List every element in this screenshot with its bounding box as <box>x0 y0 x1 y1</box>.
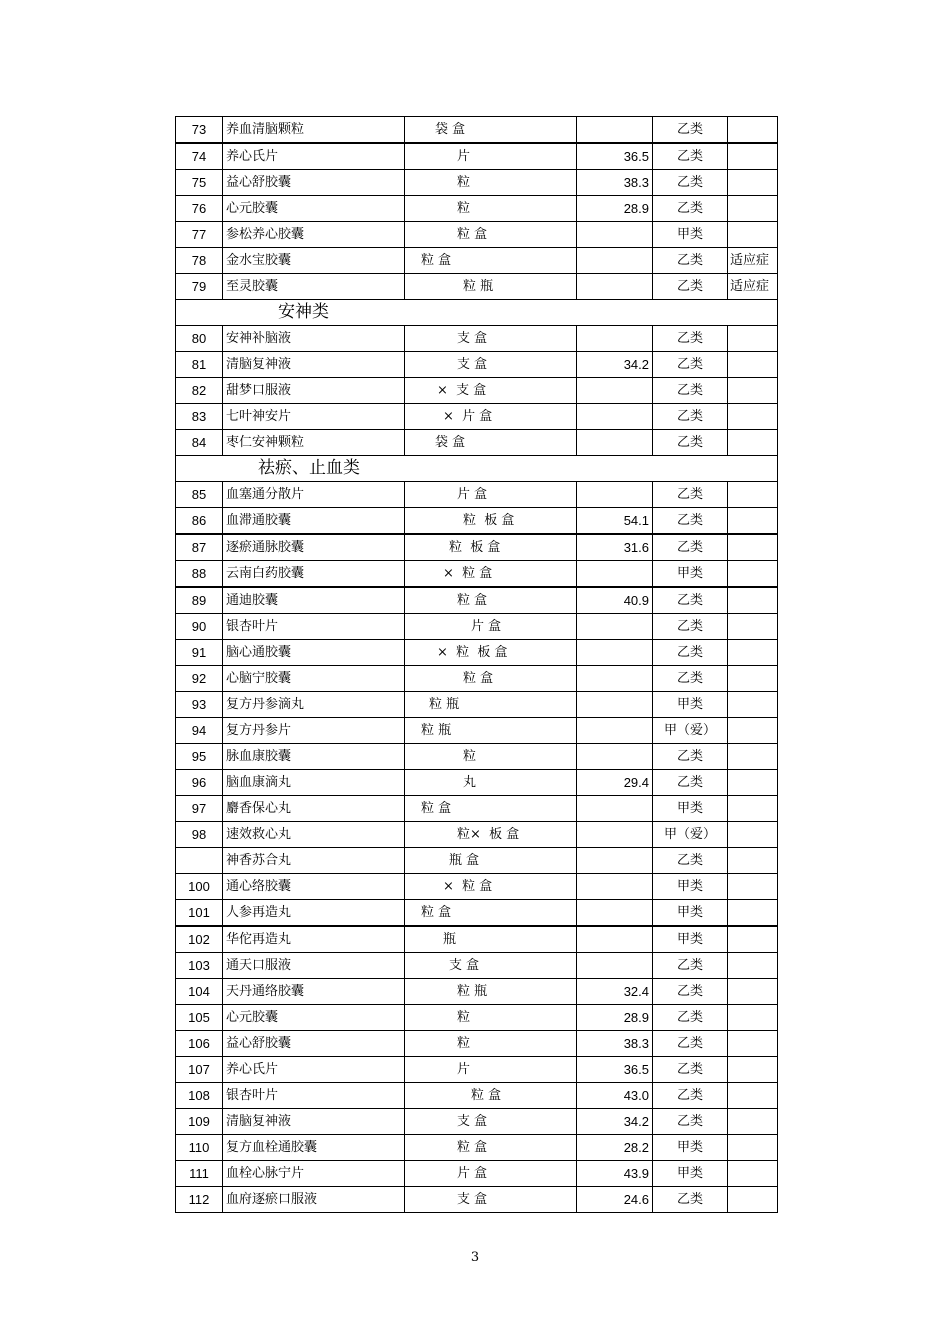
drug-class: 乙类 <box>653 1109 728 1135</box>
table-row <box>176 692 778 718</box>
package-unit: 粒 盒 <box>405 1135 577 1161</box>
package-unit: 袋 盒 <box>405 117 577 144</box>
table-row <box>176 378 778 404</box>
drug-class: 甲类 <box>653 692 728 718</box>
package-unit: 支 盒 <box>405 1187 577 1213</box>
table-row <box>176 508 778 535</box>
price <box>577 666 653 692</box>
package-unit: 粒 瓶 <box>405 692 577 718</box>
price <box>577 822 653 848</box>
drug-name: 金水宝胶囊 <box>223 248 405 274</box>
note <box>728 953 778 979</box>
package-unit: 片 <box>405 143 577 170</box>
drug-class: 乙类 <box>653 614 728 640</box>
price <box>577 926 653 953</box>
note <box>728 1057 778 1083</box>
package-unit: × 片 盒 <box>405 404 577 430</box>
item-number: 98 <box>176 822 223 848</box>
drug-class: 乙类 <box>653 640 728 666</box>
price <box>577 640 653 666</box>
price <box>577 326 653 352</box>
drug-name: 脉血康胶囊 <box>223 744 405 770</box>
table-row <box>176 222 778 248</box>
item-number: 76 <box>176 196 223 222</box>
drug-class: 乙类 <box>653 979 728 1005</box>
drug-name: 麝香保心丸 <box>223 796 405 822</box>
note <box>728 822 778 848</box>
package-unit: 粒 盒 <box>405 796 577 822</box>
price <box>577 248 653 274</box>
item-number: 100 <box>176 874 223 900</box>
package-unit: × 粒 板 盒 <box>405 640 577 666</box>
drug-name: 益心舒胶囊 <box>223 170 405 196</box>
package-unit: 粒 <box>405 744 577 770</box>
drug-class: 甲（爱） <box>653 822 728 848</box>
price <box>577 274 653 300</box>
note <box>728 1083 778 1109</box>
item-number: 73 <box>176 117 223 144</box>
table-row <box>176 352 778 378</box>
item-number: 92 <box>176 666 223 692</box>
package-unit: 片 <box>405 1057 577 1083</box>
table-row <box>176 822 778 848</box>
price: 28.9 <box>577 1005 653 1031</box>
drug-name: 枣仁安神颗粒 <box>223 430 405 456</box>
price <box>577 692 653 718</box>
price: 29.4 <box>577 770 653 796</box>
table-row <box>176 874 778 900</box>
drug-class: 乙类 <box>653 744 728 770</box>
note <box>728 587 778 614</box>
table-row <box>176 1005 778 1031</box>
package-unit: 粒 盒 <box>405 587 577 614</box>
item-number: 96 <box>176 770 223 796</box>
package-unit: 瓶 <box>405 926 577 953</box>
drug-name: 血府逐瘀口服液 <box>223 1187 405 1213</box>
drug-name: 脑血康滴丸 <box>223 770 405 796</box>
drug-class: 乙类 <box>653 326 728 352</box>
note: 适应症 <box>728 274 778 300</box>
table-row <box>176 900 778 927</box>
price <box>577 718 653 744</box>
table-row <box>176 796 778 822</box>
note <box>728 692 778 718</box>
package-unit: 支 盒 <box>405 326 577 352</box>
table-row <box>176 1135 778 1161</box>
note <box>728 848 778 874</box>
table-row <box>176 770 778 796</box>
drug-name: 天丹通络胶囊 <box>223 979 405 1005</box>
drug-class: 乙类 <box>653 170 728 196</box>
package-unit: 粒 <box>405 1005 577 1031</box>
note <box>728 508 778 535</box>
drug-class: 甲类 <box>653 1135 728 1161</box>
table-row <box>176 326 778 352</box>
package-unit: 粒 盒 <box>405 666 577 692</box>
item-number <box>176 848 223 874</box>
package-unit: 支 盒 <box>405 1109 577 1135</box>
drug-name: 复方丹参滴丸 <box>223 692 405 718</box>
item-number: 81 <box>176 352 223 378</box>
drug-name: 七叶神安片 <box>223 404 405 430</box>
table-row <box>176 718 778 744</box>
package-unit: 瓶 盒 <box>405 848 577 874</box>
item-number: 78 <box>176 248 223 274</box>
package-unit: 粒 瓶 <box>405 979 577 1005</box>
note <box>728 143 778 170</box>
drug-name: 安神补脑液 <box>223 326 405 352</box>
drug-list-table <box>175 116 778 1213</box>
price <box>577 222 653 248</box>
drug-class: 乙类 <box>653 117 728 144</box>
item-number: 104 <box>176 979 223 1005</box>
drug-class: 乙类 <box>653 666 728 692</box>
package-unit: 片 盒 <box>405 1161 577 1187</box>
note <box>728 770 778 796</box>
note <box>728 430 778 456</box>
price: 36.5 <box>577 143 653 170</box>
note <box>728 534 778 561</box>
item-number: 82 <box>176 378 223 404</box>
drug-class: 甲类 <box>653 874 728 900</box>
price <box>577 953 653 979</box>
table-row <box>176 1187 778 1213</box>
price <box>577 561 653 588</box>
drug-class: 乙类 <box>653 482 728 508</box>
drug-name: 脑心通胶囊 <box>223 640 405 666</box>
note <box>728 666 778 692</box>
note: 适应症 <box>728 248 778 274</box>
drug-class: 乙类 <box>653 404 728 430</box>
drug-class: 甲（爱） <box>653 718 728 744</box>
drug-name: 甜梦口服液 <box>223 378 405 404</box>
price <box>577 430 653 456</box>
item-number: 85 <box>176 482 223 508</box>
package-unit: 粒 瓶 <box>405 274 577 300</box>
note <box>728 378 778 404</box>
package-unit: 粒 盒 <box>405 222 577 248</box>
drug-class: 乙类 <box>653 378 728 404</box>
price <box>577 404 653 430</box>
note <box>728 1161 778 1187</box>
drug-name: 通心络胶囊 <box>223 874 405 900</box>
drug-class: 甲类 <box>653 222 728 248</box>
table-row <box>176 561 778 588</box>
drug-name: 养心氏片 <box>223 1057 405 1083</box>
table-row <box>176 926 778 953</box>
drug-class: 乙类 <box>653 430 728 456</box>
package-unit: 袋 盒 <box>405 430 577 456</box>
drug-class: 乙类 <box>653 508 728 535</box>
price <box>577 744 653 770</box>
item-number: 77 <box>176 222 223 248</box>
package-unit: 粒 盒 <box>405 1083 577 1109</box>
package-unit: 片 盒 <box>405 614 577 640</box>
price <box>577 482 653 508</box>
table-row <box>176 117 778 144</box>
item-number: 86 <box>176 508 223 535</box>
note <box>728 326 778 352</box>
drug-name: 人参再造丸 <box>223 900 405 927</box>
item-number: 105 <box>176 1005 223 1031</box>
package-unit: 粒 <box>405 170 577 196</box>
price: 28.9 <box>577 196 653 222</box>
table-row <box>176 534 778 561</box>
page-number: 3 <box>470 1250 480 1265</box>
item-number: 87 <box>176 534 223 561</box>
note <box>728 979 778 1005</box>
drug-name: 参松养心胶囊 <box>223 222 405 248</box>
item-number: 80 <box>176 326 223 352</box>
note <box>728 222 778 248</box>
price: 24.6 <box>577 1187 653 1213</box>
package-unit: 支 盒 <box>405 953 577 979</box>
item-number: 108 <box>176 1083 223 1109</box>
note <box>728 614 778 640</box>
price: 31.6 <box>577 534 653 561</box>
note <box>728 1135 778 1161</box>
drug-name: 神香苏合丸 <box>223 848 405 874</box>
drug-name: 清脑复神液 <box>223 1109 405 1135</box>
table-row <box>176 248 778 274</box>
note <box>728 561 778 588</box>
table-row <box>176 1161 778 1187</box>
table-row <box>176 744 778 770</box>
note <box>728 404 778 430</box>
price: 43.0 <box>577 1083 653 1109</box>
note <box>728 196 778 222</box>
table-row <box>176 1083 778 1109</box>
price: 43.9 <box>577 1161 653 1187</box>
drug-name: 通天口服液 <box>223 953 405 979</box>
section-header-row <box>176 456 778 482</box>
table-row <box>176 1109 778 1135</box>
drug-class: 乙类 <box>653 534 728 561</box>
note <box>728 640 778 666</box>
table-row <box>176 274 778 300</box>
note <box>728 117 778 144</box>
table-row <box>176 404 778 430</box>
drug-class: 乙类 <box>653 587 728 614</box>
table-row <box>176 1057 778 1083</box>
table-row <box>176 196 778 222</box>
note <box>728 926 778 953</box>
table-row <box>176 953 778 979</box>
item-number: 101 <box>176 900 223 927</box>
price: 34.2 <box>577 1109 653 1135</box>
price <box>577 378 653 404</box>
section-header-row <box>176 300 778 326</box>
price <box>577 874 653 900</box>
item-number: 74 <box>176 143 223 170</box>
price: 34.2 <box>577 352 653 378</box>
note <box>728 744 778 770</box>
item-number: 103 <box>176 953 223 979</box>
section-title: 安神类 <box>176 300 778 326</box>
drug-class: 乙类 <box>653 1083 728 1109</box>
note <box>728 170 778 196</box>
table-row <box>176 666 778 692</box>
package-unit: × 支 盒 <box>405 378 577 404</box>
price <box>577 117 653 144</box>
drug-class: 甲类 <box>653 926 728 953</box>
package-unit: 粒× 板 盒 <box>405 822 577 848</box>
drug-class: 甲类 <box>653 561 728 588</box>
drug-class: 乙类 <box>653 1005 728 1031</box>
drug-name: 银杏叶片 <box>223 1083 405 1109</box>
note <box>728 874 778 900</box>
package-unit: × 粒 盒 <box>405 874 577 900</box>
table-row <box>176 170 778 196</box>
drug-class: 乙类 <box>653 143 728 170</box>
drug-name: 逐瘀通脉胶囊 <box>223 534 405 561</box>
drug-class: 乙类 <box>653 770 728 796</box>
item-number: 97 <box>176 796 223 822</box>
package-unit: 粒 <box>405 1031 577 1057</box>
package-unit: 支 盒 <box>405 352 577 378</box>
drug-name: 血栓心脉宁片 <box>223 1161 405 1187</box>
item-number: 112 <box>176 1187 223 1213</box>
table-row <box>176 143 778 170</box>
item-number: 84 <box>176 430 223 456</box>
package-unit: 粒 盒 <box>405 248 577 274</box>
table-row <box>176 640 778 666</box>
drug-class: 乙类 <box>653 248 728 274</box>
drug-class: 乙类 <box>653 953 728 979</box>
item-number: 94 <box>176 718 223 744</box>
item-number: 79 <box>176 274 223 300</box>
item-number: 110 <box>176 1135 223 1161</box>
item-number: 93 <box>176 692 223 718</box>
drug-name: 华佗再造丸 <box>223 926 405 953</box>
note <box>728 352 778 378</box>
price: 32.4 <box>577 979 653 1005</box>
table-row <box>176 1031 778 1057</box>
price: 38.3 <box>577 1031 653 1057</box>
package-unit: × 粒 盒 <box>405 561 577 588</box>
item-number: 89 <box>176 587 223 614</box>
item-number: 83 <box>176 404 223 430</box>
note <box>728 718 778 744</box>
drug-class: 乙类 <box>653 1057 728 1083</box>
drug-name: 清脑复神液 <box>223 352 405 378</box>
drug-name: 速效救心丸 <box>223 822 405 848</box>
drug-name: 云南白药胶囊 <box>223 561 405 588</box>
table-row <box>176 482 778 508</box>
price: 36.5 <box>577 1057 653 1083</box>
item-number: 106 <box>176 1031 223 1057</box>
package-unit: 粒 <box>405 196 577 222</box>
drug-name: 复方丹参片 <box>223 718 405 744</box>
note <box>728 1187 778 1213</box>
table-row <box>176 848 778 874</box>
note <box>728 796 778 822</box>
section-title: 祛瘀、止血类 <box>176 456 778 482</box>
item-number: 95 <box>176 744 223 770</box>
table-row <box>176 614 778 640</box>
drug-name: 至灵胶囊 <box>223 274 405 300</box>
note <box>728 1005 778 1031</box>
package-unit: 粒 板 盒 <box>405 534 577 561</box>
drug-class: 乙类 <box>653 1031 728 1057</box>
package-unit: 粒 板 盒 <box>405 508 577 535</box>
drug-name: 养血清脑颗粒 <box>223 117 405 144</box>
item-number: 91 <box>176 640 223 666</box>
drug-name: 血滞通胶囊 <box>223 508 405 535</box>
drug-name: 血塞通分散片 <box>223 482 405 508</box>
item-number: 75 <box>176 170 223 196</box>
item-number: 111 <box>176 1161 223 1187</box>
price: 38.3 <box>577 170 653 196</box>
drug-name: 通迪胶囊 <box>223 587 405 614</box>
drug-class: 乙类 <box>653 274 728 300</box>
price <box>577 900 653 927</box>
drug-class: 乙类 <box>653 196 728 222</box>
drug-name: 心元胶囊 <box>223 1005 405 1031</box>
drug-name: 益心舒胶囊 <box>223 1031 405 1057</box>
item-number: 90 <box>176 614 223 640</box>
note <box>728 1109 778 1135</box>
drug-name: 心元胶囊 <box>223 196 405 222</box>
note <box>728 1031 778 1057</box>
package-unit: 粒 瓶 <box>405 718 577 744</box>
drug-name: 银杏叶片 <box>223 614 405 640</box>
drug-name: 复方血栓通胶囊 <box>223 1135 405 1161</box>
table-row <box>176 587 778 614</box>
price: 54.1 <box>577 508 653 535</box>
price <box>577 796 653 822</box>
table-row <box>176 430 778 456</box>
price <box>577 848 653 874</box>
item-number: 109 <box>176 1109 223 1135</box>
package-unit: 丸 <box>405 770 577 796</box>
drug-class: 乙类 <box>653 848 728 874</box>
drug-name: 心脑宁胶囊 <box>223 666 405 692</box>
item-number: 102 <box>176 926 223 953</box>
note <box>728 482 778 508</box>
price: 40.9 <box>577 587 653 614</box>
price <box>577 614 653 640</box>
drug-class: 乙类 <box>653 1187 728 1213</box>
package-unit: 粒 盒 <box>405 900 577 927</box>
item-number: 88 <box>176 561 223 588</box>
drug-name: 养心氏片 <box>223 143 405 170</box>
item-number: 107 <box>176 1057 223 1083</box>
note <box>728 900 778 927</box>
drug-class: 甲类 <box>653 900 728 927</box>
table-row <box>176 979 778 1005</box>
drug-class: 甲类 <box>653 796 728 822</box>
package-unit: 片 盒 <box>405 482 577 508</box>
price: 28.2 <box>577 1135 653 1161</box>
drug-class: 甲类 <box>653 1161 728 1187</box>
drug-list-body <box>176 117 778 1213</box>
drug-class: 乙类 <box>653 352 728 378</box>
